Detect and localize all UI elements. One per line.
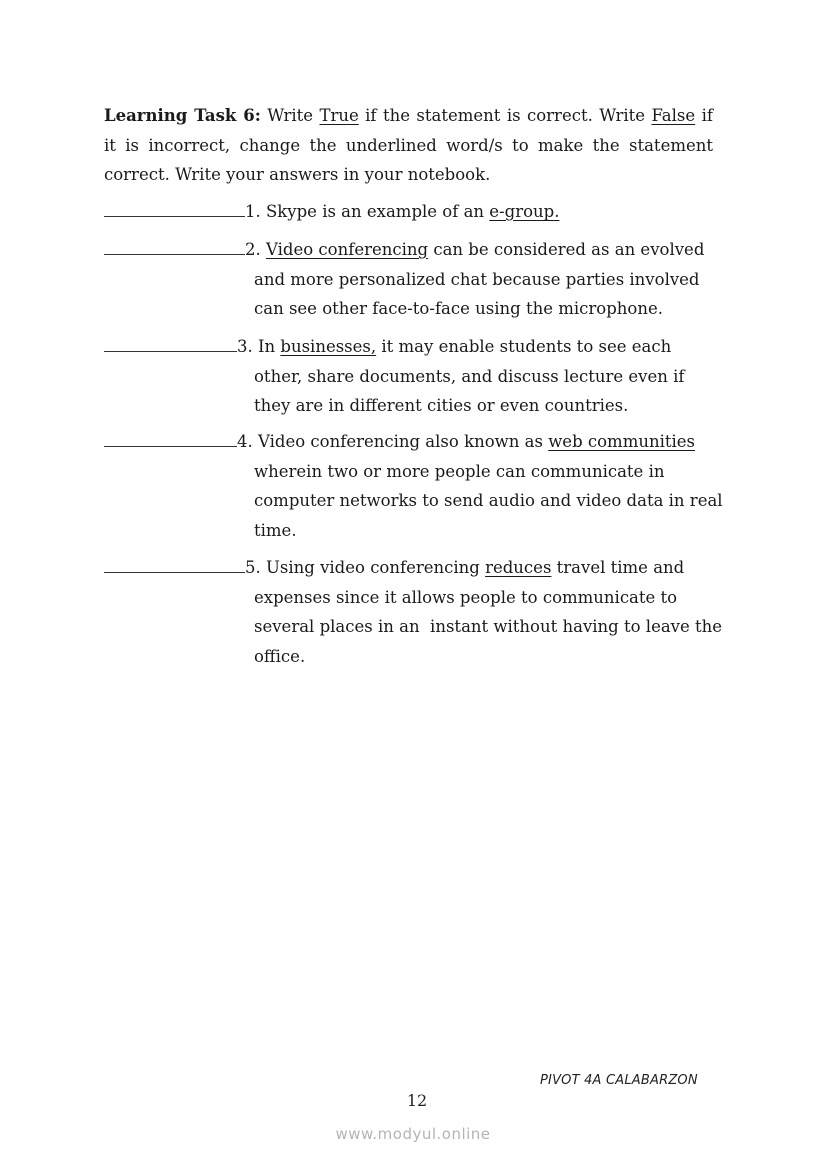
answer-blank[interactable] <box>104 253 245 255</box>
page-number: 12 <box>406 1091 428 1110</box>
question-item-5 <box>104 553 723 671</box>
item-number: 5. <box>245 558 266 577</box>
instruction-text: if the statement is correct. Write <box>358 106 652 125</box>
underlined-term: businesses, <box>280 337 377 356</box>
item-text-line: several places in an instant without having to leave the <box>254 617 723 636</box>
item-text-line: they are in different cities or even countries. <box>254 396 629 415</box>
item-number: 2. <box>245 240 266 259</box>
item-text: Video conferencing also known as <box>258 432 549 451</box>
item-text: Skype is an example of an <box>266 202 490 221</box>
answer-blank[interactable] <box>104 350 237 352</box>
item-number: 3. <box>237 337 258 356</box>
item-text-line: other, share documents, and discuss lecture even if <box>254 366 685 386</box>
item-text-line: office. <box>254 646 306 666</box>
item-number: 4. <box>237 432 258 451</box>
instruction-text: Write <box>260 106 320 125</box>
true-keyword: True <box>319 106 359 125</box>
instruction-text: if it is incorrect, change the underlined word/s to make the statement correct. Write your answers in your notebook. <box>104 106 713 184</box>
item-text-line: wherein two or more people can communicate in <box>254 461 665 481</box>
item-text-line: computer networks to send audio and video data in real <box>254 491 723 510</box>
underlined-term: Video conferencing <box>266 240 429 259</box>
question-item-3 <box>104 332 716 421</box>
question-item-1 <box>104 197 716 227</box>
watermark: www.modyul.online <box>335 1125 491 1143</box>
answer-blank[interactable] <box>104 571 245 573</box>
underlined-term: web communities <box>548 432 696 451</box>
task-instructions <box>104 101 713 190</box>
item-text: In <box>258 337 281 356</box>
false-keyword: False <box>651 106 696 125</box>
item-text: it may enable students to see each <box>376 337 672 356</box>
item-text-line: time. <box>254 520 297 540</box>
question-item-2 <box>104 235 716 324</box>
question-item-4 <box>104 427 723 545</box>
item-number: 1. <box>245 202 266 221</box>
item-text: can be considered as an evolved <box>428 240 705 259</box>
item-text-line: and more personalized chat because parties involved <box>254 269 700 289</box>
answer-blank[interactable] <box>104 445 237 447</box>
footer-organization: PIVOT 4A CALABARZON <box>540 1073 698 1088</box>
item-text: Using video conferencing <box>266 558 486 577</box>
item-text: travel time and <box>551 558 685 577</box>
item-text-line: expenses since it allows people to communicate to <box>254 587 678 607</box>
item-text-line: can see other face-to-face using the microphone. <box>254 299 663 318</box>
answer-blank[interactable] <box>104 215 245 217</box>
underlined-term: reduces <box>485 558 552 577</box>
task-title: Learning Task 6: <box>104 106 261 125</box>
underlined-term: e-group. <box>489 202 560 221</box>
